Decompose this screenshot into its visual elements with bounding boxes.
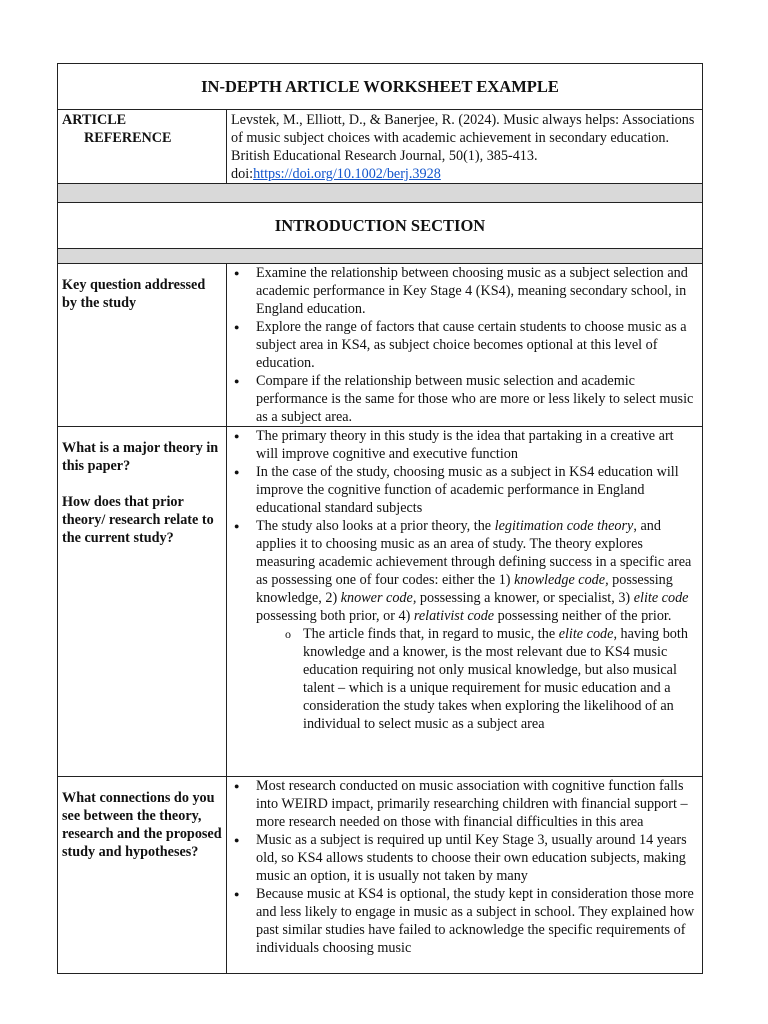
italic-term: legitimation code theory — [494, 518, 634, 534]
answer-cell — [227, 777, 703, 974]
bullet-item — [256, 264, 698, 318]
bullet-text: Music as a subject is required up until Key Stage 3, usually around 14 years old, so KS4 allows students to choose their own education subjects, making music an option, it is usually not taken by many — [256, 832, 687, 884]
worksheet-table — [57, 63, 703, 974]
italic-term: elite code — [633, 590, 689, 606]
bullet-text: Most research conducted on music association with cognitive function falls into WEIRD impact, primarily researching children with financial support – more research needed on those with financial difficulties in this area — [256, 778, 688, 830]
italic-term: relativist code — [413, 608, 495, 624]
bullet-item — [256, 463, 698, 517]
bullet-text: possessing neither of the prior. — [494, 608, 672, 624]
question-cell — [58, 777, 227, 974]
bullet-text: The primary theory in this study is the idea that partaking in a creative art will improve cognitive and executive function — [256, 428, 674, 462]
bullet-text: The study also looks at a prior theory, the — [256, 518, 495, 534]
table-row — [58, 427, 703, 777]
bullet-list — [231, 427, 698, 733]
bullet-text: Examine the relationship between choosing music as a subject selection and academic performance in Key Stage 4 (KS4), meaning secondary school, in England education. — [256, 265, 688, 317]
bullet-text: Explore the range of factors that cause certain students to choose music as a subject area in KS4, as subject choice becomes optional at this level of education. — [256, 319, 687, 371]
reference-label-line2: REFERENCE — [84, 130, 172, 146]
bullet-item — [256, 831, 698, 885]
bullet-list — [231, 264, 698, 426]
bullet-item — [256, 885, 698, 957]
bullet-item — [256, 372, 698, 426]
bullet-text: In the case of the study, choosing music as a subject in KS4 education will improve the cognitive function of academic performance in England educational standard subjects — [256, 464, 679, 516]
question-cell — [58, 427, 227, 777]
bullet-item — [256, 517, 698, 733]
question-text: What connections do you see between the theory, research and the proposed study and hypotheses? — [62, 790, 222, 860]
reference-citation: Levstek, M., Elliott, D., & Banerjee, R. (2024). Music always helps: Associations of music subject choices with academic achievement in secondary education. British Educational Research Journal, 50(1), 385-413. doi: — [231, 112, 695, 182]
bullet-text: The article finds that, in regard to music, the — [303, 626, 559, 642]
table-row — [58, 777, 703, 974]
reference-label-line1: ARTICLE — [62, 112, 127, 128]
table-row — [58, 264, 703, 427]
bullet-text: possessing a knower, or specialist, 3) — [416, 590, 634, 606]
italic-term: knowledge code, — [514, 572, 609, 588]
reference-label — [58, 110, 227, 184]
bullet-text: Because music at KS4 is optional, the study kept in consideration those more and less likely to engage in music as a subject in school. They explained how past similar studies have failed to acknowledge the specific requirements of individuals choosing music — [256, 886, 695, 956]
bullet-item — [256, 318, 698, 372]
italic-term: elite code — [558, 626, 614, 642]
italic-term: knower code, — [340, 590, 417, 606]
answer-cell — [227, 264, 703, 427]
reference-citation-cell — [227, 110, 703, 184]
question-cell — [58, 264, 227, 427]
bullet-text: Compare if the relationship between music selection and academic performance is the same for those who are more or less likely to select music as a subject area. — [256, 373, 694, 425]
question-text: What is a major theory in this paper? — [62, 440, 219, 474]
worksheet-title: IN-DEPTH ARTICLE WORKSHEET EXAMPLE — [58, 64, 703, 110]
gray-spacer — [58, 184, 703, 203]
bullet-item — [303, 625, 698, 733]
bullet-text: , and applies it to choosing music as an area of study. The theory explores measuring academic achievement through defining success in a specific area as possessing one of four codes: either the 1) — [256, 518, 692, 588]
doi-link[interactable]: https://doi.org/10.1002/berj.3928 — [253, 166, 441, 182]
question-text: Key question addressed by the study — [62, 277, 206, 311]
bullet-list — [231, 777, 698, 957]
question-text: How does that prior theory/ research relate to the current study? — [62, 494, 214, 546]
section-title: INTRODUCTION SECTION — [58, 203, 703, 249]
bullet-text: possessing both prior, or 4) — [256, 608, 414, 624]
bullet-text: , having both knowledge and a knower, is the most relevant due to KS4 music education requiring not only musical knowledge, but also musical talent – which is a unique requirement for music education and a consideration the study takes when exploring the likelihood of an individual to select music as a subject area — [303, 626, 688, 732]
sub-bullet-list — [256, 625, 698, 733]
gray-spacer — [58, 249, 703, 264]
bullet-text: possessing knowledge, 2) — [256, 572, 673, 606]
bullet-item — [256, 777, 698, 831]
answer-cell — [227, 427, 703, 777]
bullet-item — [256, 427, 698, 463]
